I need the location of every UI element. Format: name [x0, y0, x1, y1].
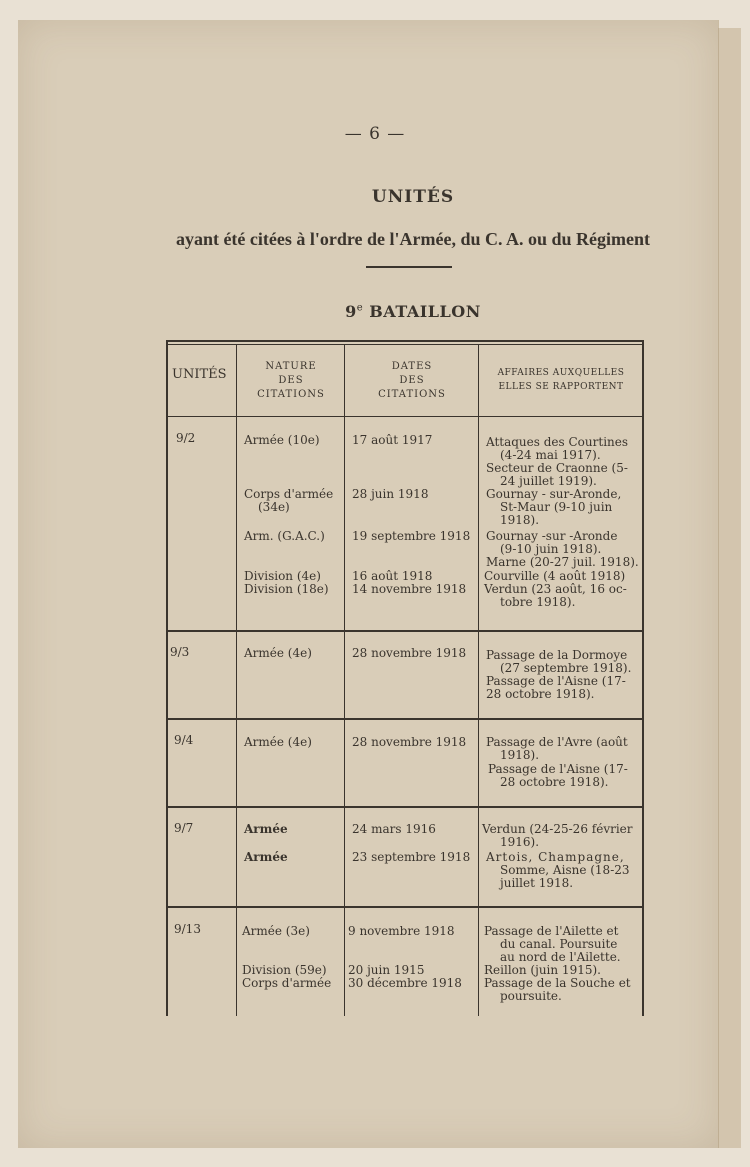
affaire-line: Verdun (24-25-26 février: [482, 822, 633, 836]
header-dates-line: DES: [399, 375, 425, 386]
nature-cell: Corps d'armée: [244, 487, 334, 501]
header-dates-line: CITATIONS: [378, 389, 446, 400]
affaire-line: 1918).: [500, 748, 540, 762]
nature-cell: Armée (10e): [244, 433, 320, 447]
header-nature-line: DES: [278, 375, 304, 386]
unit-code: 9/4: [174, 733, 194, 747]
date-cell: 19 septembre 1918: [352, 529, 471, 543]
header-affaires: [480, 366, 642, 394]
date-cell: 23 septembre 1918: [352, 850, 471, 864]
date-cell: 17 août 1917: [352, 433, 433, 447]
nature-cell: Division (18e): [244, 582, 329, 596]
header-dates-line: DATES: [391, 361, 433, 372]
date-cell: 28 juin 1918: [352, 487, 429, 501]
nature-cell: Armée (4e): [244, 646, 312, 660]
affaire-line: 28 octobre 1918).: [500, 775, 609, 789]
unit-code: 9/7: [174, 821, 194, 835]
page-number: — 6 —: [344, 124, 406, 144]
affaire-line: (27 septembre 1918).: [500, 661, 632, 675]
table-right-border: [642, 340, 644, 1016]
table-top-rule: [166, 340, 644, 342]
column-divider-3: [478, 345, 479, 1016]
affaire-line: 28 octobre 1918).: [486, 687, 595, 701]
affaire-line: Gournay -sur -Aronde: [486, 529, 618, 543]
date-cell: 14 novembre 1918: [352, 582, 467, 596]
nature-cell: (34e): [258, 500, 290, 514]
affaire-line: (4-24 mai 1917).: [500, 448, 601, 462]
date-cell: 28 novembre 1918: [352, 646, 467, 660]
nature-cell: Armée (4e): [244, 735, 312, 749]
unit-code: 9/13: [174, 922, 201, 936]
header-bottom-rule: [166, 416, 644, 417]
affaire-line: Gournay - sur-Aronde,: [486, 487, 622, 501]
date-cell: 30 décembre 1918: [348, 976, 462, 990]
affaire-line: Passage de l'Avre (août: [486, 735, 628, 749]
unit-code: 9/2: [176, 431, 196, 445]
affaire-line: Passage de la Souche et: [484, 976, 631, 990]
nature-cell: Arm. (G.A.C.): [244, 529, 325, 543]
affaire-line: 24 juillet 1919).: [500, 474, 597, 488]
header-affaires-line: AFFAIRES AUXQUELLES: [497, 368, 625, 378]
title-divider: [366, 266, 452, 268]
affaire-line: Attaques des Courtines: [486, 435, 629, 449]
header-affaires-line: ELLES SE RAPPORTENT: [498, 382, 624, 392]
affaire-line: 1916).: [500, 835, 540, 849]
nature-cell: Corps d'armée: [242, 976, 332, 990]
affaire-line: Passage de l'Aisne (17-: [488, 762, 628, 776]
affaire-line: Artois, Champagne,: [486, 850, 625, 864]
affaire-line: Passage de l'Ailette et: [484, 924, 619, 938]
date-cell: 24 mars 1916: [352, 822, 436, 836]
affaire-line: Passage de la Dormoye: [486, 648, 628, 662]
nature-cell: Armée: [244, 850, 288, 864]
header-nature-line: CITATIONS: [257, 389, 325, 400]
page-subtitle: ayant été citées à l'ordre de l'Armée, du C. A. ou du Régiment: [175, 229, 651, 249]
affaire-line: (9-10 juin 1918).: [500, 542, 602, 556]
section-heading: [0, 302, 750, 321]
table-top-rule-inner: [166, 344, 644, 345]
affaire-line: St-Maur (9-10 juin: [500, 500, 613, 514]
citations-table: [166, 340, 644, 1016]
affaire-line: du canal. Poursuite: [500, 937, 618, 951]
header-nature-line: NATURE: [265, 361, 317, 372]
affaire-line: Secteur de Craonne (5-: [486, 461, 628, 475]
table-left-border: [166, 340, 168, 1016]
date-cell: 28 novembre 1918: [352, 735, 467, 749]
group-separator: [166, 906, 644, 908]
affaire-line: Courville (4 août 1918): [484, 569, 626, 583]
affaire-line: Verdun (23 août, 16 oc-: [484, 582, 627, 596]
date-cell: 9 novembre 1918: [348, 924, 455, 938]
affaire-line: Marne (20-27 juil. 1918).: [486, 555, 639, 569]
section-number-suffix: e: [356, 302, 364, 314]
nature-cell: Armée: [244, 822, 288, 836]
affaire-line: juillet 1918.: [500, 876, 574, 890]
date-cell: 16 août 1918: [352, 569, 433, 583]
group-separator: [166, 806, 644, 808]
nature-cell: Armée (3e): [242, 924, 310, 938]
affaire-line: Somme, Aisne (18-23: [500, 863, 630, 877]
affaire-line: Reillon (juin 1915).: [484, 963, 601, 977]
section-number: 9: [345, 302, 357, 321]
column-divider-2: [344, 345, 345, 1016]
nature-cell: Division (4e): [244, 569, 321, 583]
column-divider-1: [236, 345, 237, 1016]
group-separator: [166, 718, 644, 720]
affaire-line: 1918).: [500, 513, 540, 527]
affaire-line: poursuite.: [500, 989, 562, 1003]
section-label: BATAILLON: [369, 302, 481, 321]
nature-cell: Division (59e): [242, 963, 327, 977]
affaire-line: tobre 1918).: [500, 595, 576, 609]
header-dates: [346, 360, 478, 402]
unit-code: 9/3: [170, 645, 190, 659]
date-cell: 20 juin 1915: [348, 963, 425, 977]
affaire-line: Passage de l'Aisne (17-: [486, 674, 626, 688]
header-unites: UNITÉS: [172, 367, 227, 382]
affaire-line: au nord de l'Ailette.: [500, 950, 621, 964]
header-nature: [238, 360, 344, 402]
page-title: UNITÉS: [371, 187, 455, 207]
group-separator: [166, 630, 644, 632]
